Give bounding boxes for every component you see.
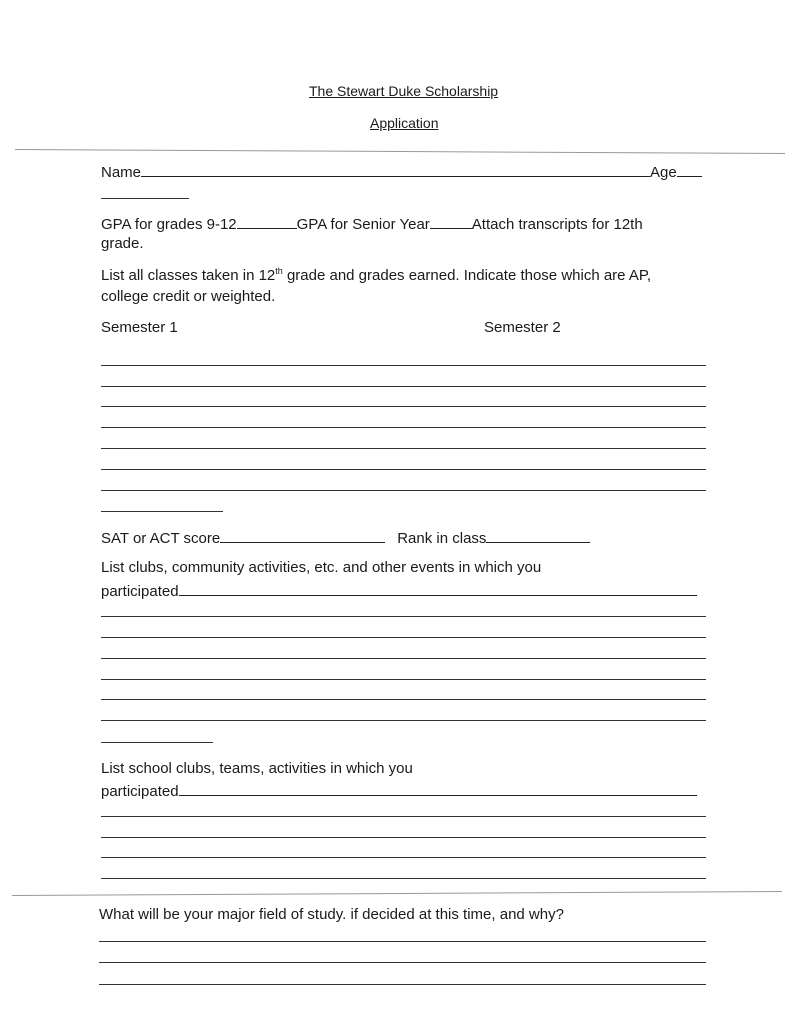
clubs-line[interactable] [101, 658, 706, 659]
major-line[interactable] [99, 962, 706, 963]
age-field-continuation[interactable] [101, 198, 189, 199]
rank-field[interactable] [486, 528, 590, 543]
semester2-label: Semester 2 [484, 319, 561, 336]
age-label: Age [650, 164, 677, 181]
classes-instructions-post: grade and grades earned. Indicate those which are AP, [282, 267, 652, 284]
school-line[interactable] [101, 878, 706, 879]
clubs-line-short[interactable] [101, 742, 213, 743]
class-line[interactable] [101, 490, 706, 491]
gpa-field[interactable] [237, 214, 297, 229]
major-line[interactable] [99, 984, 706, 985]
sat-rank-row [101, 528, 590, 548]
gpa-row [101, 214, 643, 234]
clubs-line[interactable] [101, 616, 706, 617]
form-subtitle: Application [370, 115, 439, 131]
classes-instructions [101, 267, 651, 285]
class-line[interactable] [101, 406, 706, 407]
school-line[interactable] [101, 837, 706, 838]
name-field[interactable] [141, 162, 650, 177]
name-label: Name [101, 164, 142, 181]
classes-instructions-pre: List all classes taken in 12 [101, 267, 276, 284]
school-field[interactable] [179, 781, 697, 796]
ordinal-sup: th [275, 266, 283, 276]
clubs-prompt: List clubs, community activities, etc. and other events in which you [101, 559, 542, 576]
clubs-field[interactable] [179, 581, 697, 596]
attach-text-cont: grade. [101, 235, 144, 252]
major-line[interactable] [99, 941, 706, 942]
gpa-label: GPA for grades 9-12 [101, 216, 237, 233]
school-line[interactable] [101, 857, 706, 858]
school-participated-label: participated [101, 783, 179, 800]
form-title: The Stewart Duke Scholarship [309, 83, 499, 99]
clubs-participated-label: participated [101, 583, 179, 600]
clubs-line[interactable] [101, 720, 706, 721]
sat-field[interactable] [220, 528, 385, 543]
rank-label: Rank in class [397, 530, 487, 547]
gpa-senior-label: GPA for Senior Year [296, 216, 430, 233]
fold-line [15, 149, 785, 154]
semester1-label: Semester 1 [101, 319, 178, 336]
name-row [101, 162, 702, 182]
attach-text: Attach transcripts for 12th [471, 216, 643, 233]
class-line[interactable] [101, 427, 706, 428]
school-line[interactable] [101, 816, 706, 817]
clubs-participated-row [101, 581, 697, 601]
clubs-line[interactable] [101, 699, 706, 700]
school-prompt: List school clubs, teams, activities in which you [101, 760, 413, 777]
classes-instructions-cont: college credit or weighted. [101, 288, 276, 305]
class-line-short[interactable] [101, 511, 223, 512]
class-line[interactable] [101, 386, 706, 387]
major-prompt: What will be your major field of study. if decided at this time, and why? [99, 906, 564, 923]
gpa-senior-field[interactable] [430, 214, 472, 229]
clubs-line[interactable] [101, 637, 706, 638]
fold-line [12, 891, 782, 896]
class-line[interactable] [101, 448, 706, 449]
school-participated-row [101, 781, 697, 801]
clubs-line[interactable] [101, 679, 706, 680]
class-line[interactable] [101, 469, 706, 470]
age-field[interactable] [677, 162, 702, 177]
class-line[interactable] [101, 365, 706, 366]
sat-label: SAT or ACT score [101, 530, 221, 547]
